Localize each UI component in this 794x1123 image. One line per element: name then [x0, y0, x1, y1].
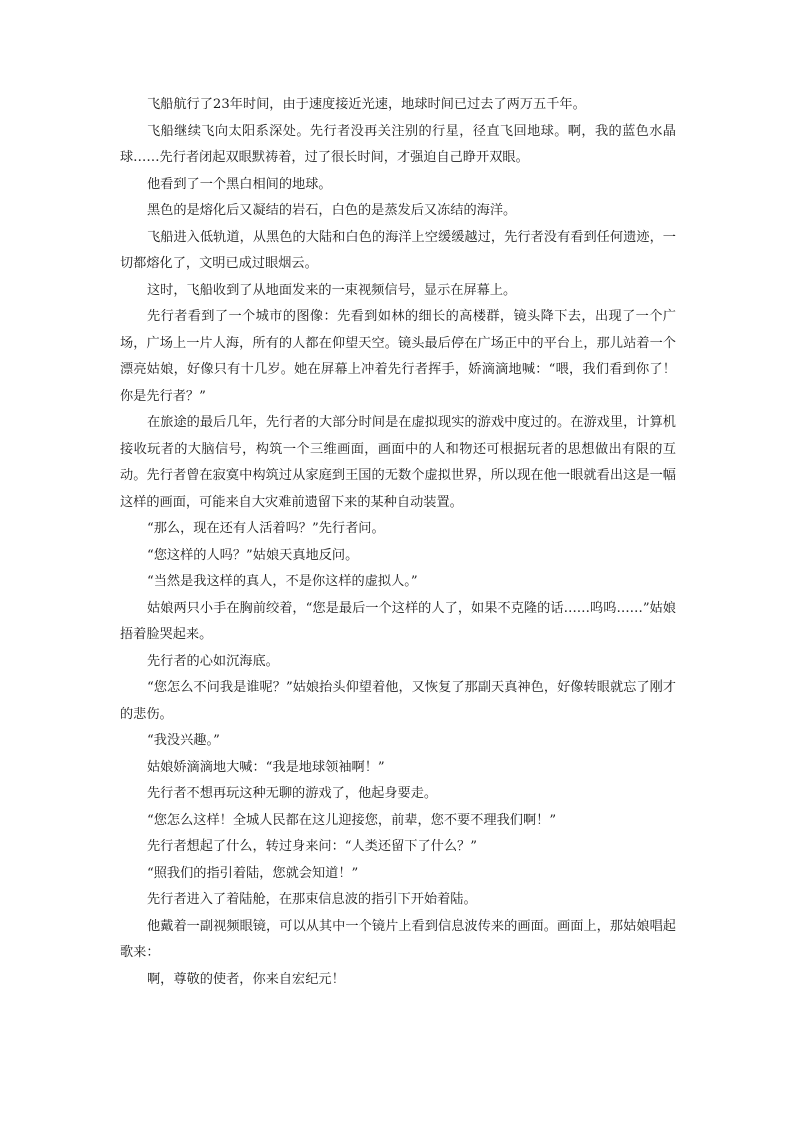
paragraph: 啊，尊敬的使者，你来自宏纪元！ [147, 971, 345, 987]
paragraph: 姑娘娇滴滴地大喊：“我是地球领袖啊！” [147, 759, 385, 775]
paragraph: 在旅途的最后几年，先行者的大部分时间是在虚拟现实的游戏中度过的。在游戏里，计算机接收玩者的大脑信号，构筑一个三维画面，画面中的人和物还可根据玩者的思想做出有限的互动。先行者曾在寂寞中构筑过从家庭到王国的无数个虚拟世界，所以现在他一眼就看出这是一幅这样的画面，可能来自大灾难前遗留下来的某种自动装置。 [120, 415, 676, 510]
paragraph: 先行者进入了着陆舱，在那束信息波的指引下开始着陆。 [147, 892, 477, 907]
paragraph: “您怎么这样！全城人民都在这儿迎接您，前辈，您不要不理我们啊！” [147, 812, 557, 828]
paragraph: 先行者的心如沉海底。 [147, 653, 279, 669]
paragraph: “我没兴趣。” [147, 733, 220, 748]
paragraph: 他戴着一副视频眼镜，可以从其中一个镜片上看到信息波传来的画面。画面上，那姑娘唱起歌来： [120, 918, 676, 960]
paragraph: 飞船航行了23年时间，由于速度接近光速，地球时间已过去了两万五千年。 [147, 97, 586, 112]
paragraph: 黑色的是熔化后又凝结的岩石，白色的是蒸发后又冻结的海洋。 [147, 203, 517, 218]
paragraph: 先行者不想再玩这种无聊的游戏了，他起身要走。 [147, 786, 438, 801]
paragraph: “当然是我这样的真人，不是你这样的虚拟人。” [147, 574, 418, 589]
paragraph: 他看到了一个黑白相间的地球。 [147, 176, 332, 192]
paragraph: 飞船进入低轨道，从黑色的大陆和白色的海洋上空缓缓越过，先行者没有看到任何遗迹，一切都熔化了，文明已成过眼烟云。 [120, 229, 676, 271]
paragraph: “那么，现在还有人活着吗？”先行者问。 [147, 521, 385, 536]
paragraph: 这时，飞船收到了从地面发来的一束视频信号，显示在屏幕上。 [147, 282, 517, 298]
paragraph: 姑娘两只小手在胸前绞着，“您是最后一个这样的人了，如果不克隆的话……呜呜……”姑娘捂着脸哭起来。 [120, 600, 676, 642]
paragraph: “您怎么不问我是谁呢？”姑娘抬头仰望着他，又恢复了那副天真神色，好像转眼就忘了刚才的悲伤。 [120, 680, 676, 722]
document-page [120, 92, 676, 993]
paragraph: “您这样的人吗？”姑娘天真地反问。 [147, 547, 359, 563]
paragraph: 先行者想起了什么，转过身来问：“人类还留下了什么？” [147, 839, 477, 854]
paragraph: “照我们的指引着陆，您就会知道！” [147, 865, 359, 881]
paragraph: 飞船继续飞向太阳系深处。先行者没再关注别的行星，径直飞回地球。啊，我的蓝色水晶球……先行者闭起双眼默祷着，过了很长时间，才强迫自己睁开双眼。 [120, 123, 676, 165]
paragraph: 先行者看到了一个城市的图像：先看到如林的细长的高楼群，镜头降下去，出现了一个广场，广场上一片人海，所有的人都在仰望天空。镜头最后停在广场正中的平台上，那儿站着一个漂亮姑娘，好像只有十几岁。她在屏幕上冲着先行者挥手，娇滴滴地喊：“喂，我们看到你了！你是先行者？” [120, 309, 676, 404]
